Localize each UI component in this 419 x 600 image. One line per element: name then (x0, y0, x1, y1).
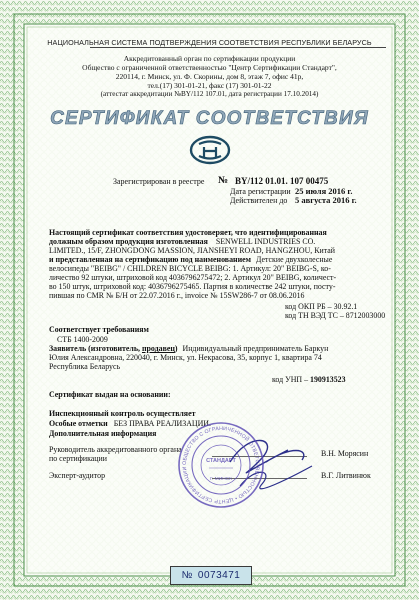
registration-date-label: Дата регистрации (230, 187, 291, 196)
expert-label: Эксперт-аудитор (49, 471, 106, 480)
organ-line-4: тел.(17) 301-01-21, факс (17) 301-01-22 (147, 81, 272, 90)
unp-value: 190913523 (310, 375, 346, 384)
additional-info-label: Дополнительная информация (49, 429, 157, 438)
manufacturer-address: LIMITED., 15/F, ZHONGDONG MASSION, JIANSHEYI ROAD, HANGZHOU, Китай (49, 246, 335, 255)
special-notes-label: Особые отметки (49, 419, 108, 428)
serial-number-box (170, 566, 252, 585)
body-line-4 (49, 256, 332, 264)
requirements-standard: СТБ 1400-2009 (57, 335, 108, 344)
body-line-2 (49, 238, 315, 246)
certificate-title: СЕРТИФИКАТ СООТВЕТСТВИЯ (50, 108, 369, 129)
tnved-code: код ТН ВЭД ТС – 8712003000 (285, 311, 386, 320)
product-line-1: велосипеды "BEIBG" / CHILDREN BICYCLE BEIBG: 1. Артикул: 20" BEIBG-S, ко- (49, 264, 331, 273)
requirements-label: Соответствует требованиям (49, 325, 149, 334)
organ-line-3: 220114, г. Минск, ул. Ф. Скорины, дом 8, этаж 7, офис 41р, (115, 72, 304, 81)
header-divider (90, 47, 386, 48)
basis-label: Сертификат выдан на основании: (49, 390, 171, 399)
product-line-3: во 150 штук, штриховой код: 4036796275465. Партия в количестве 242 штуки, посту- (49, 282, 336, 291)
registry-label: Зарегистрирован в реестре (113, 177, 205, 186)
serial-number: 0073471 (197, 570, 241, 581)
head-name: В.Н. Морясин (321, 449, 369, 458)
registry-number-prefix: № (218, 175, 229, 186)
stamp-center-text: СТАНДАРТ (206, 458, 236, 464)
system-name: НАЦИОНАЛЬНАЯ СИСТЕМА ПОДТВЕРЖДЕНИЯ СООТВЕТСТВИЯ РЕСПУБЛИКИ БЕЛАРУСЬ (47, 38, 372, 47)
unp-label: код УНП – (272, 375, 309, 384)
stamp-city: Г. МИНСК (210, 477, 232, 482)
applicant-line-1 (49, 345, 328, 353)
product-line-2: личество 92 штуки, штриховой код 4036796275472; 2. Артикул 20" BEIBG, количест- (49, 273, 337, 282)
applicant-country: Республика Беларусь (49, 362, 121, 371)
applicant-label: Заявитель (изготовитель, (49, 344, 140, 353)
expert-name: В.Г. Литвинюк (321, 471, 371, 480)
special-notes-value: БЕЗ ПРАВА РЕАЛИЗАЦИИ. (113, 419, 211, 428)
applicant-label-end: ) (174, 344, 178, 353)
body-line-2-lead: должным образом продукция изготовленная (49, 237, 208, 246)
head-title-line-1: Руководитель аккредитованного органа (49, 445, 182, 454)
registration-date: 25 июля 2016 г. (295, 186, 353, 196)
valid-until-label: Действителен до (230, 196, 288, 205)
stamp-ring-text: ОБЩЕСТВО С ОГРАНИЧЕННОЙ ОТВЕТСТВЕННОСТЬЮ • ЦЕНТР СЕРТИФИКАЦИИ (181, 425, 261, 505)
applicant-name: Индивидуальный предприниматель Баркун (182, 344, 329, 353)
applicant-address: Юлия Александровна, 220040, г. Минск, ул. Некрасова, 35, корпус 1, квартира 74 (49, 353, 322, 362)
official-stamp (176, 420, 266, 510)
valid-until-date: 5 августа 2016 г. (295, 195, 357, 205)
head-title-line-2: по сертификации (49, 454, 107, 463)
organ-line-1: Аккредитованный орган по сертификации продукции (123, 54, 296, 63)
inspection-label: Инспекционный контроль осуществляет (49, 409, 196, 418)
okp-code: код ОКП РБ – 30.92.1 (285, 302, 358, 311)
product-name-start: Детские двухколесные (255, 255, 333, 264)
organ-line-2: Общество с ограниченной ответственностью "Центр Сертификации Стандарт", (82, 63, 337, 72)
stb-logo-icon (189, 135, 231, 165)
body-line-4-lead: и представленная на сертификацию под наименованием (49, 255, 251, 264)
product-line-4: пившая по CMR № Б/Н от 22.07.2016 г., invoice № 15SW286-7 от 08.06.2016 (49, 291, 305, 300)
organ-line-5: (аттестат аккредитации №BY/112 107.01, дата регистрации 17.10.2014) (100, 90, 319, 98)
unp-code (272, 376, 346, 384)
applicant-role: продавец (141, 344, 175, 353)
registry-number: BY/112 01.01. 107 00475 (235, 176, 329, 186)
body-line-1: Настоящий сертификат соответствия удостоверяет, что идентифицированная (49, 228, 327, 237)
serial-prefix: № (181, 570, 193, 581)
manufacturer-name: SENWELL INDUSTRIES CO. (215, 237, 316, 246)
